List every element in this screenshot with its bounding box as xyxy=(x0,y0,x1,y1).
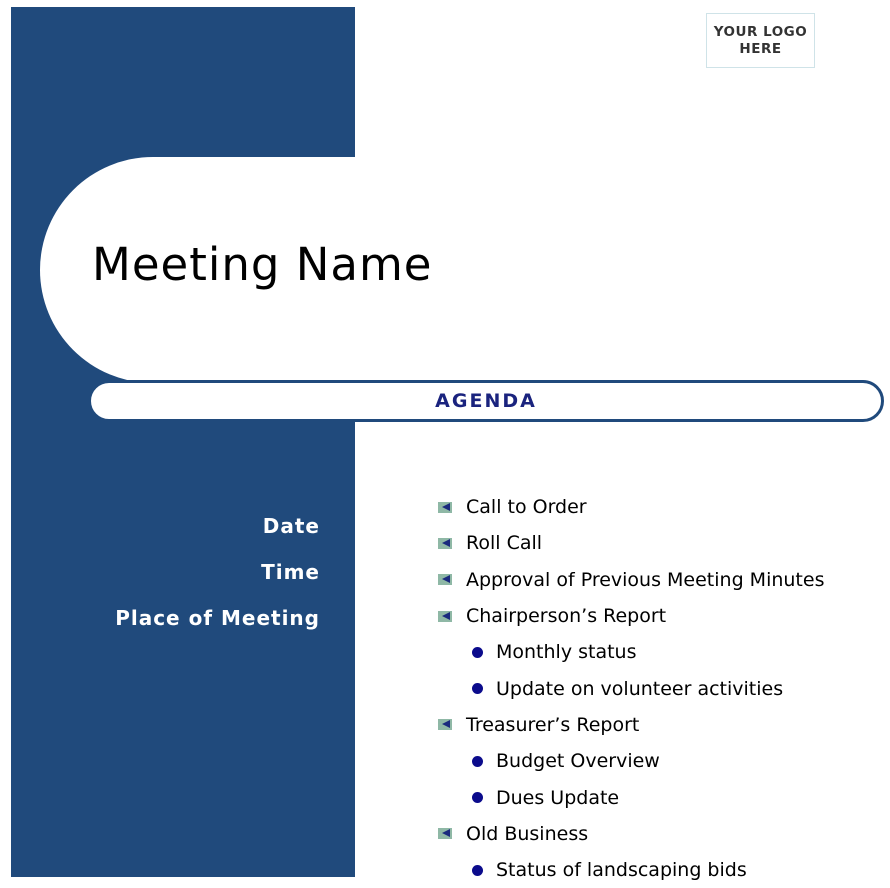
agenda-subitem xyxy=(438,670,824,706)
logo-placeholder xyxy=(706,13,815,68)
agenda-subitem xyxy=(438,779,824,815)
square-arrow-bullet-icon xyxy=(438,828,452,839)
round-bullet-icon xyxy=(472,792,483,803)
agenda-subitem xyxy=(438,852,824,888)
round-bullet-icon xyxy=(472,647,483,658)
agenda-item xyxy=(438,816,824,852)
agenda-bar xyxy=(88,380,884,422)
square-arrow-bullet-icon xyxy=(438,538,452,549)
agenda-item-text: Old Business xyxy=(466,822,589,845)
square-arrow-bullet-icon xyxy=(438,574,452,585)
agenda-item-text: Status of landscaping bids xyxy=(496,859,747,882)
agenda-subitem xyxy=(438,634,824,670)
round-bullet-icon xyxy=(472,756,483,767)
round-bullet-icon xyxy=(472,865,483,876)
logo-line-1: YOUR LOGO xyxy=(713,23,808,40)
meeting-time-label: Time xyxy=(261,560,320,584)
agenda-list xyxy=(438,489,824,888)
agenda-heading: AGENDA xyxy=(435,390,537,412)
meeting-details xyxy=(115,510,320,648)
agenda-item-text: Treasurer’s Report xyxy=(466,713,640,736)
sidebar-panel xyxy=(11,7,355,877)
agenda-item-text: Roll Call xyxy=(466,532,543,555)
agenda-item xyxy=(438,489,824,525)
logo-line-2: HERE xyxy=(739,40,782,57)
square-arrow-bullet-icon xyxy=(438,719,452,730)
round-bullet-icon xyxy=(472,683,483,694)
agenda-item xyxy=(438,707,824,743)
agenda-item xyxy=(438,598,824,634)
agenda-item-text: Update on volunteer activities xyxy=(496,677,784,700)
agenda-subitem xyxy=(438,743,824,779)
meeting-place-label: Place of Meeting xyxy=(115,606,320,630)
square-arrow-bullet-icon xyxy=(438,611,452,622)
agenda-item-text: Monthly status xyxy=(496,641,637,664)
agenda-item xyxy=(438,562,824,598)
agenda-item xyxy=(438,525,824,561)
agenda-item-text: Approval of Previous Meeting Minutes xyxy=(466,568,825,591)
agenda-item-text: Budget Overview xyxy=(496,750,660,773)
agenda-item-text: Chairperson’s Report xyxy=(466,605,667,628)
square-arrow-bullet-icon xyxy=(438,502,452,513)
meeting-title: Meeting Name xyxy=(92,238,433,291)
agenda-item-text: Dues Update xyxy=(496,786,620,809)
meeting-date-label: Date xyxy=(262,514,320,538)
agenda-item-text: Call to Order xyxy=(466,496,587,519)
